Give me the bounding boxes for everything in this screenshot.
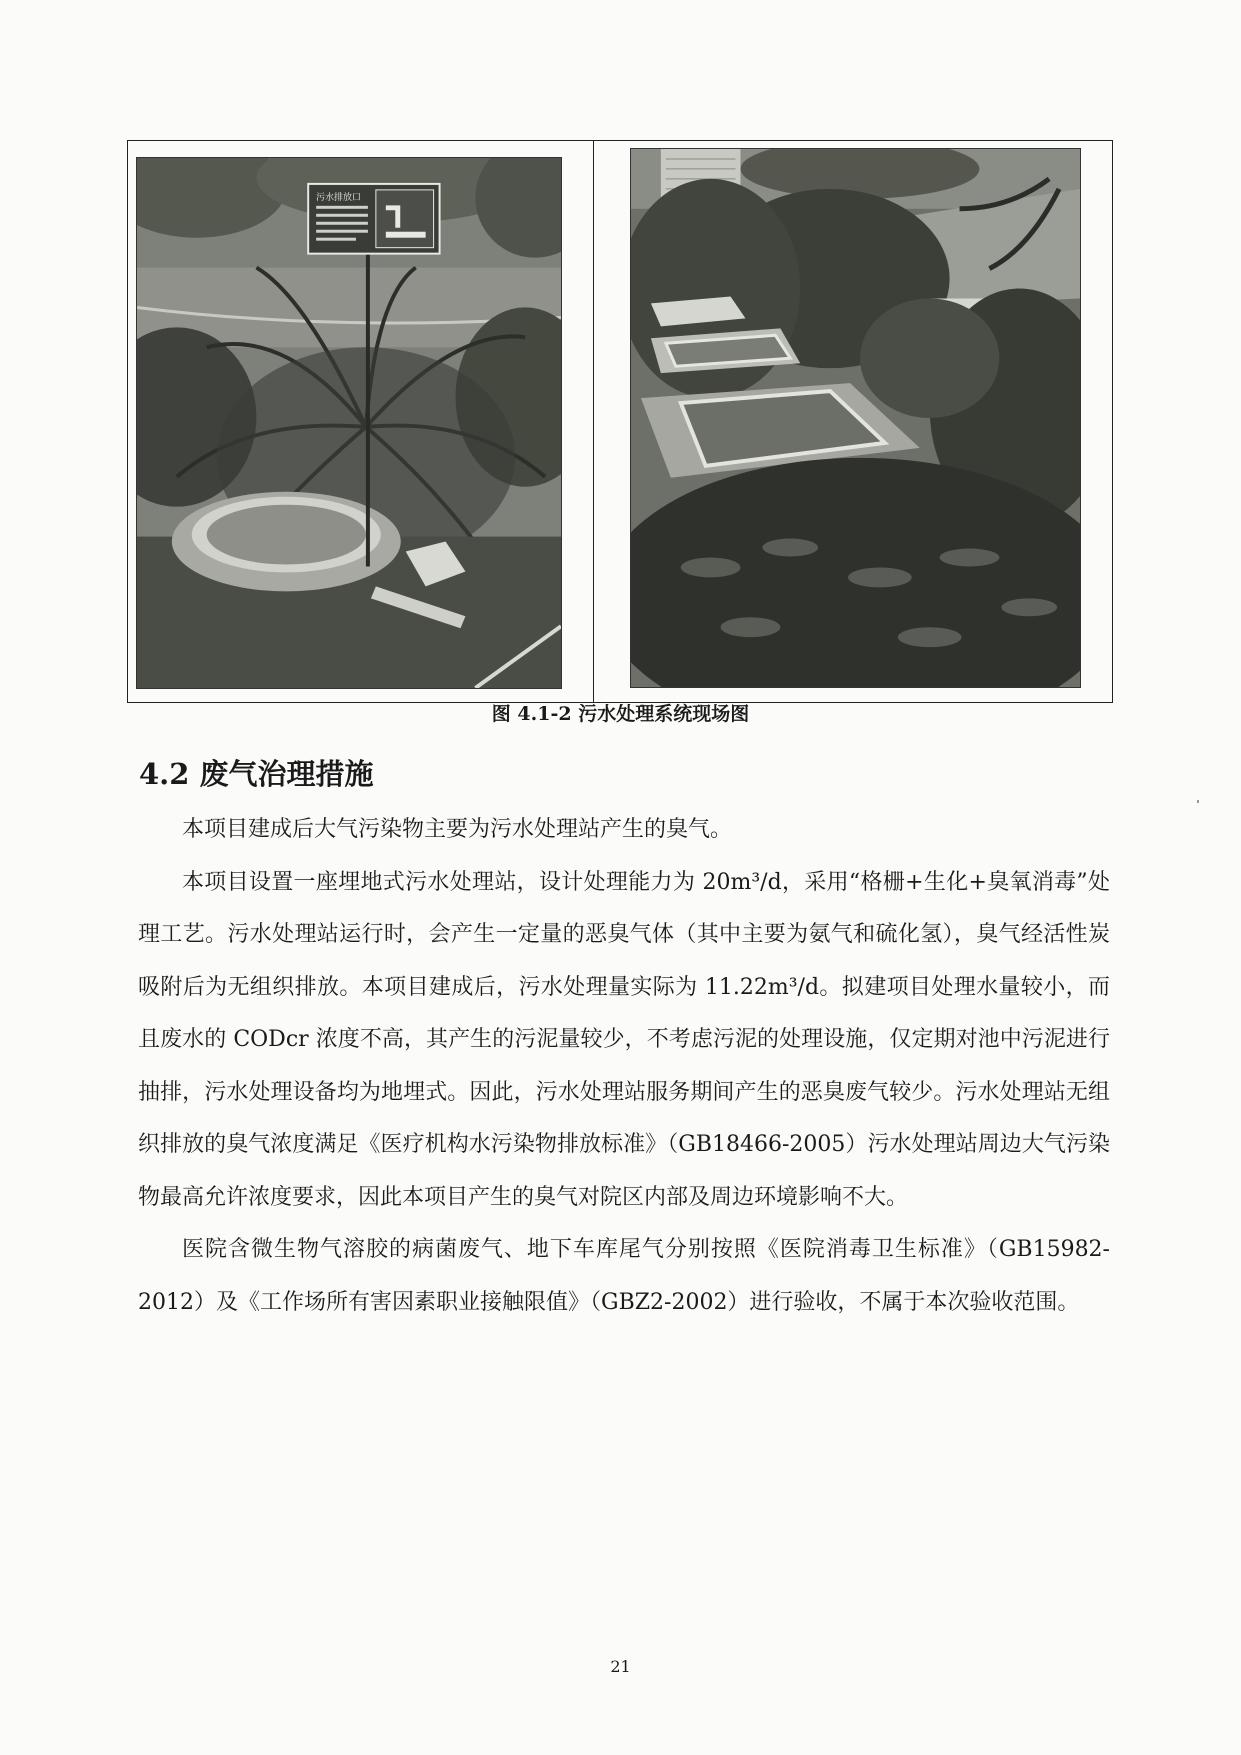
paragraph-3: 医院含微生物气溶胶的病菌废气、地下车库尾气分别按照《医院消毒卫生标准》（GB15982-2012）及《工作场所有害因素职业接触限值》（GBZ2-2002）进行验收，不属于本次验收范围。 xyxy=(138,1237,1110,1315)
scan-mark xyxy=(1197,800,1199,803)
page-number: 21 xyxy=(610,1657,631,1676)
figure-divider xyxy=(593,140,594,703)
paragraph-1: 本项目建成后大气污染物主要为污水处理站产生的臭气。 xyxy=(182,817,733,842)
photo-sewage-outlet xyxy=(136,157,562,689)
sign-text: 污水排放口 xyxy=(316,192,361,203)
paragraph-2: 本项目设置一座埋地式污水处理站，设计处理能力为 20m³/d，采用“格栅+生化+臭氧消毒”处理工艺。污水处理站运行时，会产生一定量的恶臭气体（其中主要为氨气和硫化氢），臭气经活性炭吸附后为无组织排放。本项目建成后，污水处理量实际为 11.22m³/d。拟建项目处理水量较小，而且废水的 CODcr 浓度不高，其产生的污泥量较少，不考虑污泥的处理设施，仅定期对池中污泥进行抽排，污水处理设备均为地埋式。因此，污水处理站服务期间产生的恶臭废气较少。污水处理站无组织排放的臭气浓度满足《医疗机构水污染物排放标准》（GB18466-2005）污水处理站周边大气污染物最高允许浓度要求，因此本项目产生的臭气对院区内部及周边环境影响不大。 xyxy=(138,869,1110,1210)
body-text xyxy=(138,804,1110,1329)
section-heading: 4.2 废气治理措施 xyxy=(139,757,374,791)
photo-treatment-station xyxy=(630,148,1081,688)
figure-caption: 图 4.1-2 污水处理系统现场图 xyxy=(491,703,750,725)
